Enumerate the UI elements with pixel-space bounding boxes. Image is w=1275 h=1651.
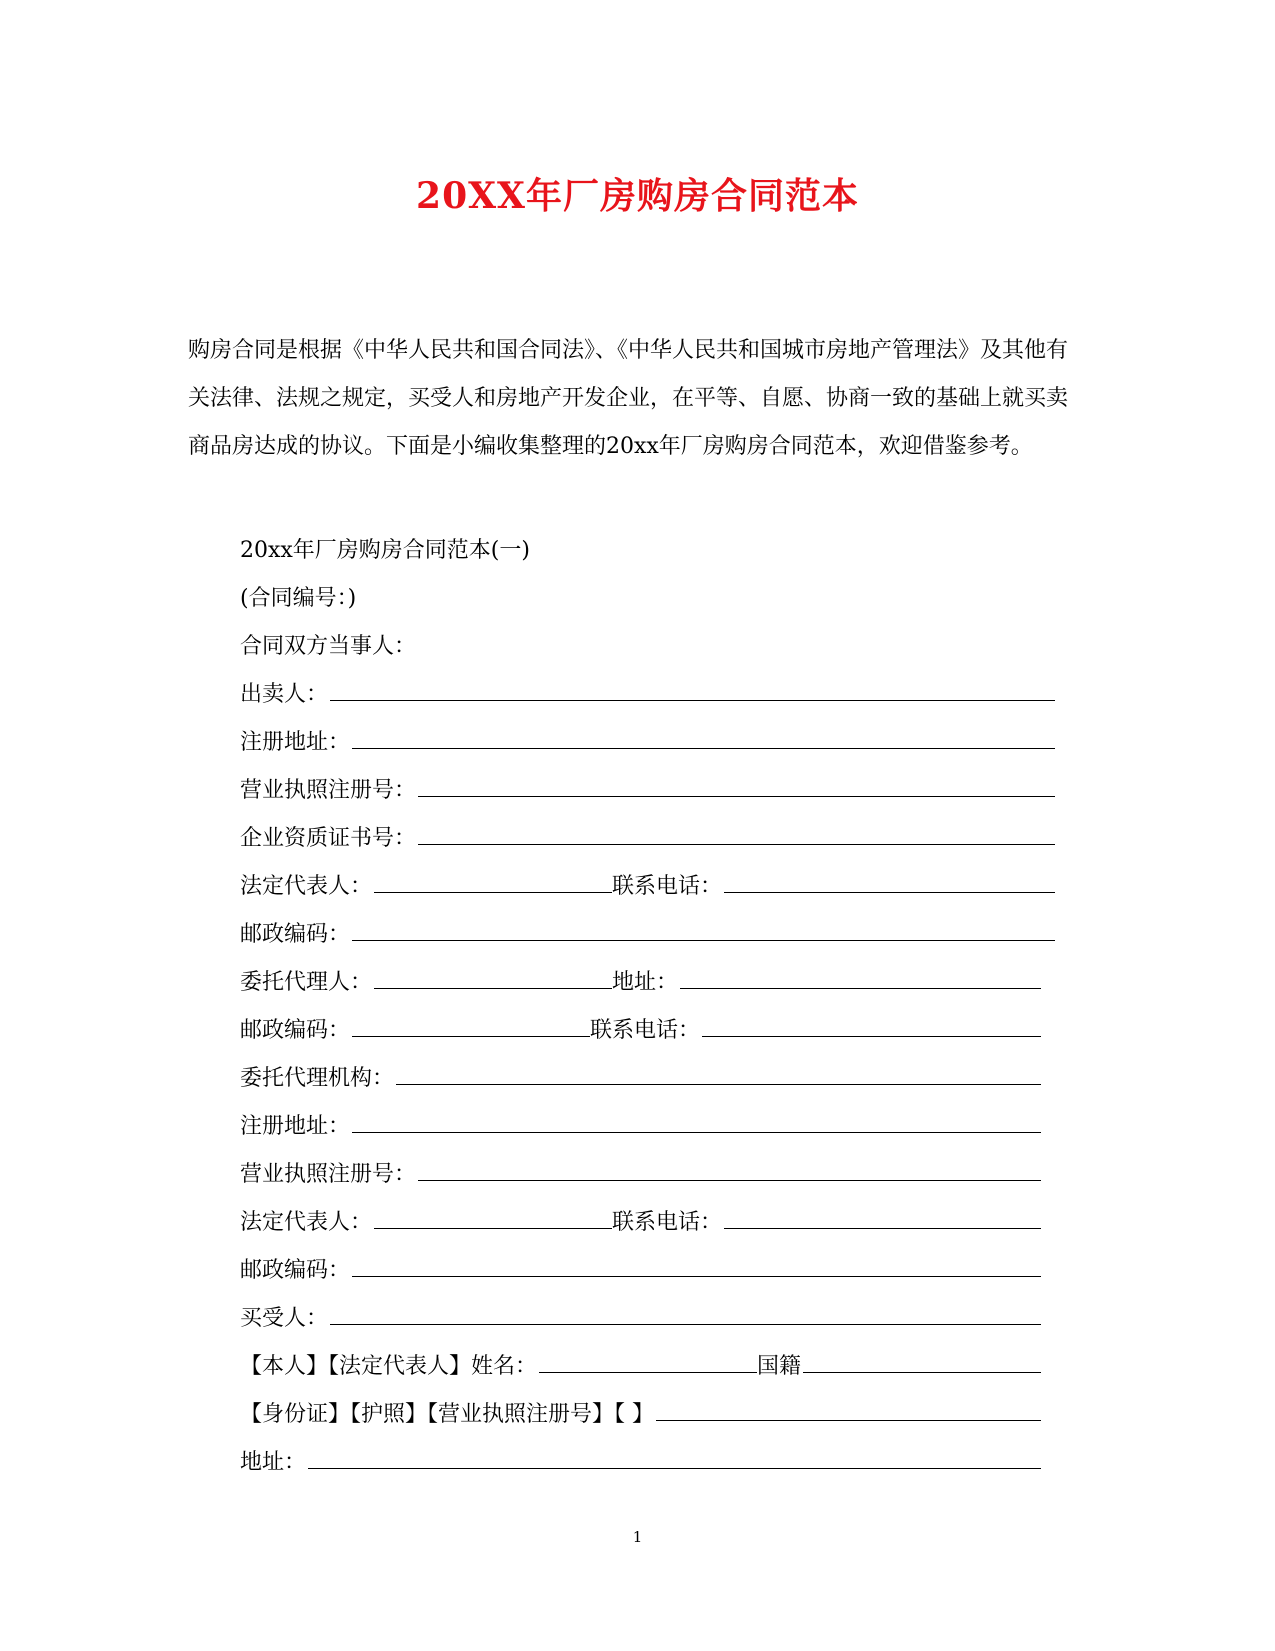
postcode-label: 邮政编码： bbox=[240, 922, 351, 947]
legal-rep-blank bbox=[374, 868, 612, 893]
reg-address-row bbox=[240, 719, 1055, 767]
nationality-blank bbox=[803, 1348, 1041, 1373]
agency-rep-blank bbox=[374, 1204, 612, 1229]
agent-blank bbox=[374, 964, 612, 989]
intro-paragraph bbox=[188, 327, 1068, 471]
page-number: 1 bbox=[632, 1528, 643, 1546]
agency-address-row bbox=[240, 1103, 1041, 1151]
buyer-name-label: 【本人】【法定代表人】姓名： bbox=[240, 1354, 538, 1379]
business-license-row bbox=[240, 767, 1055, 815]
agency-license-label: 营业执照注册号： bbox=[240, 1162, 417, 1187]
buyer-blank bbox=[330, 1300, 1041, 1325]
postcode-blank bbox=[352, 916, 1055, 941]
agency-row bbox=[240, 1055, 1041, 1103]
reg-address-label: 注册地址： bbox=[240, 730, 351, 755]
seller-blank bbox=[330, 676, 1055, 701]
phone-blank bbox=[724, 868, 1055, 893]
agent-label: 委托代理人： bbox=[240, 970, 373, 995]
qualification-row bbox=[240, 815, 1055, 863]
agent-postcode-blank bbox=[352, 1012, 590, 1037]
legal-rep-row bbox=[240, 863, 1055, 911]
business-license-label: 营业执照注册号： bbox=[240, 778, 417, 803]
business-license-blank bbox=[418, 772, 1055, 797]
agent-phone-label: 联系电话： bbox=[590, 1018, 701, 1043]
agency-rep-label: 法定代表人： bbox=[240, 1210, 373, 1235]
nationality-label: 国籍 bbox=[757, 1354, 802, 1379]
seller-label: 出卖人： bbox=[240, 682, 329, 707]
phone-label: 联系电话： bbox=[612, 874, 723, 899]
id-type-blank bbox=[656, 1396, 1041, 1421]
agent-postcode-label: 邮政编码： bbox=[240, 1018, 351, 1043]
postcode-row bbox=[240, 911, 1055, 959]
agent-address-label: 地址： bbox=[612, 970, 679, 995]
buyer-address-blank bbox=[308, 1444, 1041, 1469]
agent-address-blank bbox=[680, 964, 1041, 989]
id-type-label: 【身份证】【护照】【营业执照注册号】【 】 bbox=[240, 1402, 654, 1427]
buyer-label: 买受人： bbox=[240, 1306, 329, 1331]
buyer-name-blank bbox=[539, 1348, 757, 1373]
agency-address-blank bbox=[352, 1108, 1041, 1133]
agent-postcode-row bbox=[240, 1007, 1041, 1055]
agent-row bbox=[240, 959, 1041, 1007]
agency-license-row bbox=[240, 1151, 1041, 1199]
reg-address-blank bbox=[352, 724, 1055, 749]
agency-rep-row bbox=[240, 1199, 1041, 1247]
agency-postcode-blank bbox=[352, 1252, 1041, 1277]
contract-number: (合同编号：) bbox=[240, 586, 357, 611]
agent-phone-blank bbox=[702, 1012, 1041, 1037]
agency-blank bbox=[396, 1060, 1041, 1085]
qualification-label: 企业资质证书号： bbox=[240, 826, 417, 851]
contract-body bbox=[240, 527, 1060, 1487]
agency-label: 委托代理机构： bbox=[240, 1066, 395, 1091]
agency-phone-blank bbox=[724, 1204, 1041, 1229]
agency-phone-label: 联系电话： bbox=[612, 1210, 723, 1235]
parties-heading: 合同双方当事人： bbox=[240, 634, 417, 659]
buyer-name-row bbox=[240, 1343, 1041, 1391]
agency-address-label: 注册地址： bbox=[240, 1114, 351, 1139]
seller-row bbox=[240, 671, 1055, 719]
buyer-address-row bbox=[240, 1439, 1041, 1487]
qualification-blank bbox=[418, 820, 1055, 845]
agency-postcode-row bbox=[240, 1247, 1041, 1295]
section-heading: 20xx年厂房购房合同范本(一) bbox=[240, 538, 530, 563]
buyer-row bbox=[240, 1295, 1041, 1343]
agency-postcode-label: 邮政编码： bbox=[240, 1258, 351, 1283]
id-type-row bbox=[240, 1391, 1041, 1439]
document-title: 20XX年厂房购房合同范本 bbox=[416, 175, 859, 217]
buyer-address-label: 地址： bbox=[240, 1450, 307, 1475]
agency-license-blank bbox=[418, 1156, 1041, 1181]
legal-rep-label: 法定代表人： bbox=[240, 874, 373, 899]
intro-text: 购房合同是根据《中华人民共和国合同法》、《中华人民共和国城市房地产管理法》及其他有关法律、法规之规定，买受人和房地产开发企业，在平等、自愿、协商一致的基础上就买卖商品房达成的协议。下面是小编收集整理的20xx年厂房购房合同范本，欢迎借鉴参考。 bbox=[188, 338, 1069, 459]
